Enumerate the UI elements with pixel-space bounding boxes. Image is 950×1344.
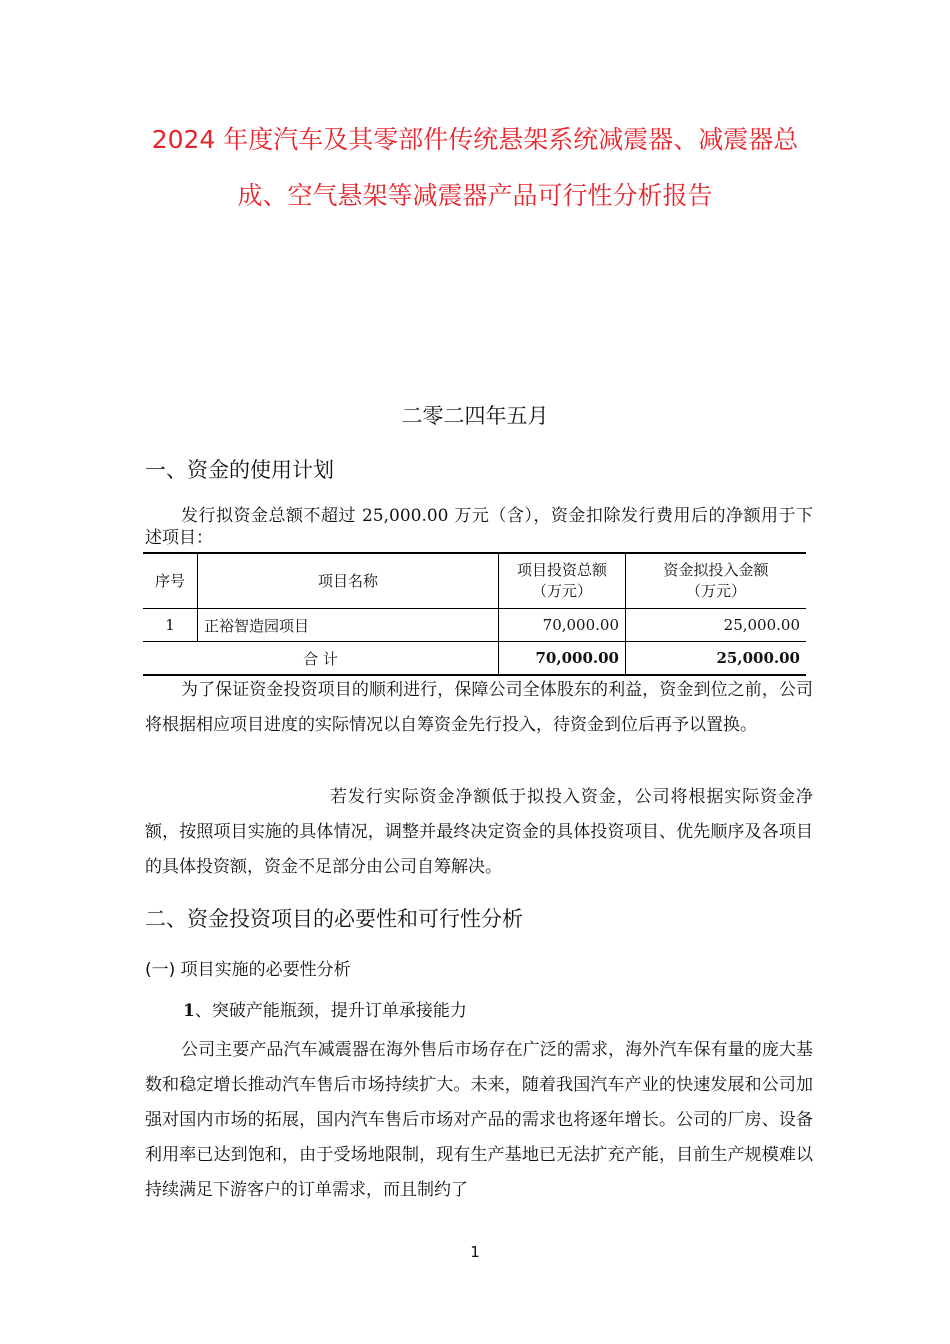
section-1-heading: 一、资金的使用计划 (145, 458, 334, 482)
point-1-heading (183, 996, 467, 1021)
report-date: 二零二四年五月 (401, 404, 549, 428)
header-planned (626, 553, 807, 609)
document-title (120, 112, 830, 224)
title-line-2: 成、空气悬架等减震器产品可行性分析报告 (237, 181, 713, 210)
row-name: 正裕智造园项目 (198, 609, 499, 642)
investment-table (143, 552, 806, 676)
header-name: 项目名称 (198, 553, 499, 609)
row-no: 1 (143, 609, 198, 642)
table-header-row (143, 553, 806, 609)
header-no: 序号 (143, 553, 198, 609)
row-total: 70,000.00 (499, 609, 626, 642)
point-1-number: 1 (183, 1001, 195, 1021)
header-planned-line2: （万元） (685, 582, 746, 600)
subsection-1-heading: (一) 项目实施的必要性分析 (145, 960, 351, 980)
section-1-paragraph-1: 为了保证资金投资项目的顺利进行，保障公司全体股东的利益，资金到位之前，公司将根据相应项目进度的实际情况以自筹资金先行投入，待资金到位后再予以置换。 (145, 680, 813, 735)
total-total: 70,000.00 (499, 642, 626, 676)
header-total-line2: （万元） (531, 582, 592, 600)
section-1-paragraph-2: 若发行实际资金净额低于拟投入资金，公司将根据实际资金净额，按照项目实施的具体情况，调整并最终决定资金的具体投资项目、优先顺序及各项目的具体投资额，资金不足部分由公司自筹解决。 (145, 787, 813, 877)
section-2-paragraph-1: 公司主要产品汽车减震器在海外售后市场存在广泛的需求，海外汽车保有量的庞大基数和稳定增长推动汽车售后市场持续扩大。未来，随着我国汽车产业的快速发展和公司加强对国内市场的拓展，国内汽车售后市场对产品的需求也将逐年增长。公司的厂房、设备利用率已达到饱和，由于受场地限制，现有生产基地已无法扩充产能，目前生产规模难以持续满足下游客户的订单需求，而且制约了 (145, 1040, 813, 1200)
point-1-text: 、突破产能瓶颈，提升订单承接能力 (194, 1001, 467, 1021)
row-planned: 25,000.00 (626, 609, 807, 642)
page-number: 1 (470, 1243, 480, 1261)
header-total (499, 553, 626, 609)
section-2-heading: 二、资金投资项目的必要性和可行性分析 (145, 907, 523, 931)
header-total-line1: 项目投资总额 (516, 561, 607, 579)
section-1-intro: 发行拟资金总额不超过 25,000.00 万元（含），资金扣除发行费用后的净额用于下述项目： (145, 506, 813, 548)
table-total-row (143, 642, 806, 676)
total-planned: 25,000.00 (626, 642, 807, 676)
total-label: 合 计 (143, 642, 499, 676)
table-row (143, 609, 806, 642)
title-line-1: 2024 年度汽车及其零部件传统悬架系统减震器、减震器总 (151, 125, 799, 154)
header-planned-line1: 资金拟投入金额 (663, 561, 769, 579)
